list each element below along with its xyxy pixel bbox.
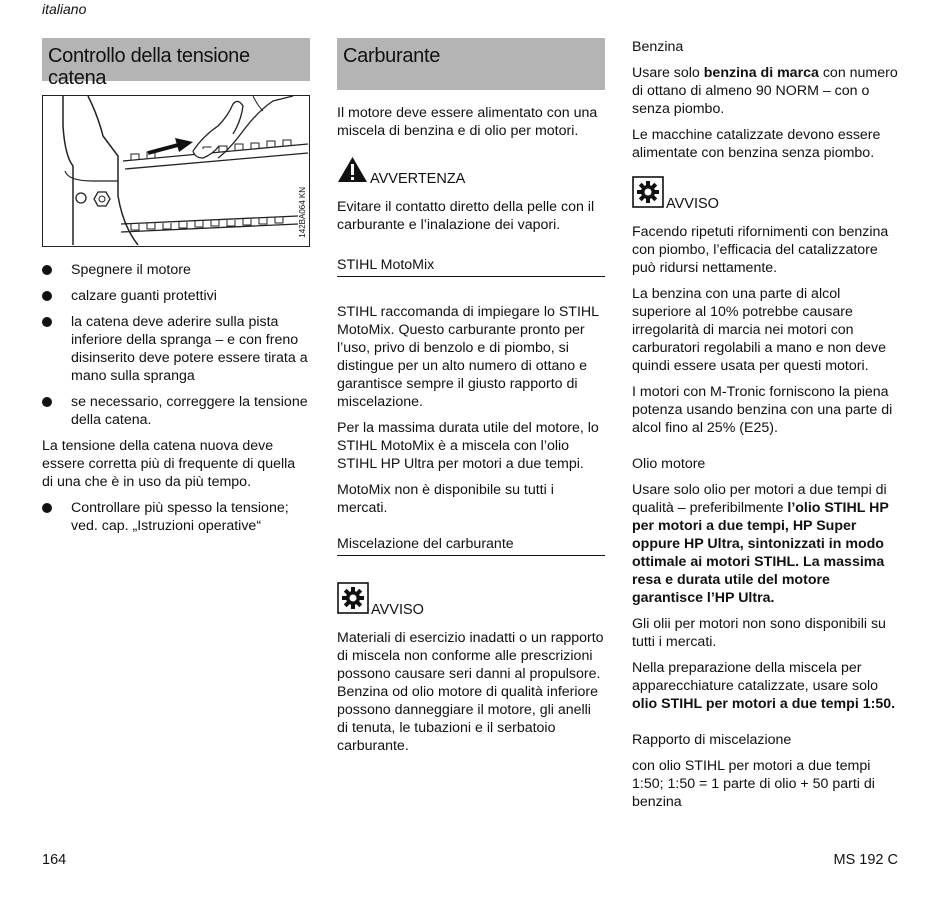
page-number: 164: [42, 852, 67, 868]
warning-heading: [337, 156, 605, 188]
motomix-paragraph-1: STIHL raccomanda di impiegare lo STIHL MotoMix. Questo carburante pronto per l’uso, privo di benzolo e di piombo, si distingue per un alto numero di ottano e garantisce sempre il giusto rapporto di miscelazione.: [337, 304, 599, 410]
chain-tension-paragraph: La tensione della catena nuova deve essere corretta più di frequente di quella di una che è in uso da più tempo.: [42, 438, 296, 490]
alcohol-paragraph-2: I motori con M-Tronic forniscono la piena potenza usando benzina con una parte di alcol fino al 25% (E25).: [632, 384, 893, 436]
alcohol-paragraph-1: La benzina con una parte di alcol superiore al 10% potrebbe causare irregolarità di marcia nei motori con carburatori regolabili a mano e non deve quindi essere usata per questi motori.: [632, 286, 886, 374]
list-item: Spegnere il motore: [42, 261, 310, 279]
engine-oil-paragraph-1: [632, 481, 900, 607]
list-item: Controllare più spesso la tensione; ved. cap. „Istruzioni operative“: [42, 499, 310, 535]
chain-tension-illustration: [42, 95, 310, 247]
warning-triangle-icon: [337, 156, 368, 188]
text-run-bold: benzina di marca: [703, 65, 819, 81]
chain-tension-extra: [42, 499, 310, 535]
gasoline-heading: Benzina: [632, 39, 684, 55]
engine-oil-paragraph-3: [632, 659, 900, 713]
gear-icon: [632, 176, 664, 213]
text-run: Nella preparazione della miscela per apparecchiature catalizzate, usare solo: [632, 660, 879, 694]
text-run-bold: l’olio STIHL HP per motori a due tempi, HP Super oppure HP Ultra, sintonizzati in modo ottimale ai motori STIHL. La massima resa e durata utile del motore garantisce l’HP Ultra.: [632, 500, 889, 606]
figure-code: 142BA064 KN: [298, 187, 307, 238]
text-run: Usare solo olio per motori a due tempi di qualità – preferibilmente: [632, 482, 887, 516]
notice-heading: [632, 176, 900, 213]
notice-label: AVVISO: [666, 196, 719, 212]
notice-text: Facendo ripetuti rifornimenti con benzina con piombo, l’efficacia del catalizzatore può ridursi nettamente.: [632, 224, 889, 276]
chain-tension-steps: [42, 261, 310, 429]
gear-icon: [337, 582, 369, 619]
list-item: se necessario, correggere la tensione della catena.: [42, 393, 310, 429]
column-fuel: [337, 38, 605, 763]
engine-oil-paragraph-2: Gli olii per motori non sono disponibili su tutti i mercati.: [632, 616, 886, 650]
list-item: la catena deve aderire sulla pista inferiore della spranga – e con freno disinserito deve potere essere tirata a mano sulla spranga: [42, 313, 310, 385]
fuel-intro: Il motore deve essere alimentato con una miscela di benzina e di olio per motori.: [337, 105, 598, 139]
column-chain-tension: [42, 38, 310, 543]
notice-heading: [337, 582, 605, 619]
gasoline-paragraph-2: Le macchine catalizzate devono essere alimentate con benzina senza piombo.: [632, 127, 881, 161]
chainsaw-hand-drawing: [43, 96, 308, 245]
section-title-fuel: Carburante: [337, 38, 605, 90]
text-run-bold: olio STIHL per motori a due tempi 1:50.: [632, 696, 896, 712]
column-fuel-details: [632, 38, 900, 819]
text-run: Usare solo: [632, 65, 704, 81]
mix-ratio-heading: Rapporto di miscelazione: [632, 732, 792, 748]
model-name: MS 192 C: [833, 852, 898, 868]
warning-label: AVVERTENZA: [370, 171, 466, 187]
notice-label: AVVISO: [371, 602, 424, 618]
section-title-chain-tension: Controllo della tensione catena: [42, 38, 310, 81]
mix-ratio-text: con olio STIHL per motori a due tempi 1:50; 1:50 = 1 parte di olio + 50 parti di benzina: [632, 758, 875, 810]
notice-text: Materiali di esercizio inadatti o un rapporto di miscela non conforme alle prescrizioni possono causare seri danni al propulsore. Benzina od olio motore di qualità inferiore possono danneggiare il motore, gli anelli di tenuta, le tubazioni e il serbatoio carburante.: [337, 630, 604, 754]
language-label: italiano: [42, 1, 87, 17]
motomix-paragraph-3: MotoMix non è disponibile su tutti i mercati.: [337, 482, 554, 516]
mixing-heading: Miscelazione del carburante: [337, 535, 605, 556]
text-run: con numero di ottano di almeno 90 NORM – con o senza piombo.: [632, 65, 898, 117]
engine-oil-heading: Olio motore: [632, 456, 706, 472]
warning-text: Evitare il contatto diretto della pelle con il carburante e l’inalazione dei vapori.: [337, 199, 595, 233]
list-item: calzare guanti protettivi: [42, 287, 310, 305]
motomix-heading: STIHL MotoMix: [337, 256, 605, 277]
motomix-paragraph-2: Per la massima durata utile del motore, lo STIHL MotoMix è a miscela con l’olio STIHL HP Ultra per motori a due tempi.: [337, 420, 599, 472]
gasoline-paragraph-1: [632, 64, 900, 118]
